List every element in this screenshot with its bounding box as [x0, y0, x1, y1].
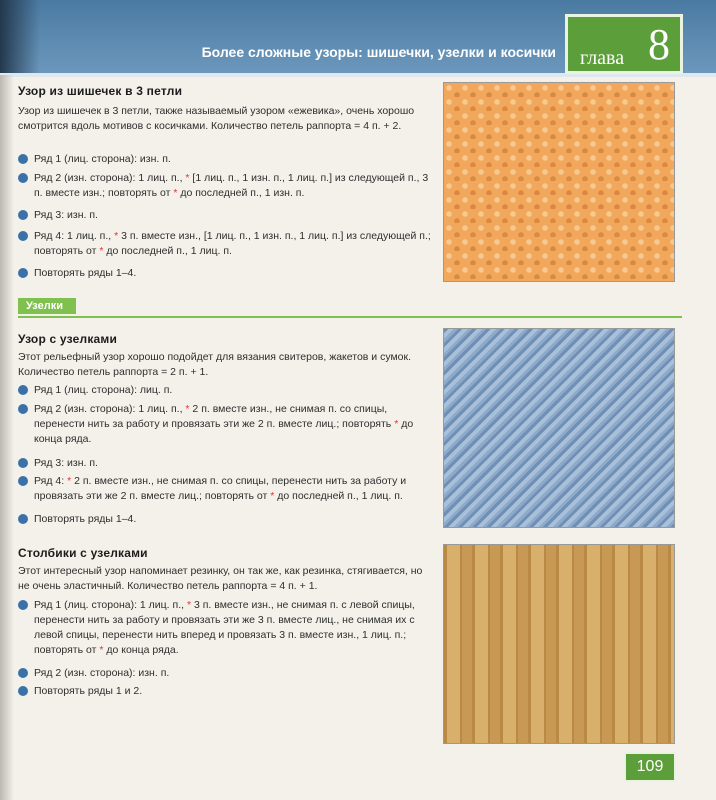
section-intro-knots: Этот рельефный узор хорошо подойдет для вязания свитеров, жакетов и сумок. Количество петель раппорта = 2 п. + 1. — [18, 351, 412, 378]
instruction-row: Ряд 3: изн. п. — [18, 208, 436, 223]
instruction-row: Ряд 1 (лиц. сторона): изн. п. — [18, 152, 436, 167]
orange-bobble-swatch-image — [443, 82, 675, 282]
instruction-row: Ряд 2 (изн. сторона): 1 лиц. п., * [1 лиц. п., 1 изн. п., 1 лиц. п.] из следующей п., 3 п. вместе изн.; повторять от * до последней п., 1 изн. п. — [18, 171, 436, 201]
instruction-row: Ряд 4: * 2 п. вместе изн., не снимая п. со спицы, перенести нить за работу и провязать эти же 2 п. вместе лиц.; повторять от * до последней п., 1 лиц. п. — [18, 474, 436, 504]
instruction-row: Ряд 4: 1 лиц. п., * 3 п. вместе изн., [1 лиц. п., 1 изн. п., 1 лиц. п.] из следующей п.; повторять от * до последней п., 1 лиц. п. — [18, 229, 436, 259]
binding-shadow — [0, 75, 14, 800]
chapter-word: глава — [580, 47, 625, 69]
blue-knot-swatch-image — [443, 328, 675, 528]
bullet-icon — [18, 514, 28, 524]
instruction-row: Ряд 1 (лиц. сторона): лиц. п. — [18, 383, 436, 398]
instruction-row: Повторять ряды 1–4. — [18, 512, 436, 527]
instruction-row: Ряд 1 (лиц. сторона): 1 лиц. п., * 3 п. вместе изн., не снимая п. с левой спицы, перенести нить за работу и провязать эти же 3 п. вместе лиц., не снимая их с левой спицы, перенести нить вперед и провязать 3 п. вместе изн., 1 лиц. п.; повторять от * до конца ряда. — [18, 598, 436, 658]
subsection-tab-knots: Узелки — [18, 298, 76, 314]
bullet-icon — [18, 268, 28, 278]
section-title-bobbles: Узор из шишечек в 3 петли — [18, 84, 183, 98]
bullet-icon — [18, 385, 28, 395]
chapter-title: Более сложные узоры: шишечки, узелки и косички — [201, 44, 556, 60]
section-intro-bobbles: Узор из шишечек в 3 петли, также называемый узором «ежевика», очень хорошо смотрится вдоль мотивов с косичками. Количество петель раппорта = 4 п. + 2. — [18, 105, 415, 132]
instruction-row: Повторять ряды 1–4. — [18, 266, 436, 281]
bullet-icon — [18, 600, 28, 610]
instruction-row: Ряд 2 (изн. сторона): 1 лиц. п., * 2 п. вместе изн., не снимая п. со спицы, перенести нить за работу и провязать эти же 2 п. вместе лиц.; повторять * до конца ряда. — [18, 402, 436, 447]
chapter-badge — [565, 14, 683, 74]
subsection-divider — [18, 316, 682, 318]
section-title-knots: Узор с узелками — [18, 332, 118, 346]
bullet-icon — [18, 210, 28, 220]
page-number: 109 — [624, 752, 676, 782]
instruction-row: Ряд 3: изн. п. — [18, 456, 436, 471]
bullet-icon — [18, 686, 28, 696]
bullet-icon — [18, 668, 28, 678]
bullet-icon — [18, 404, 28, 414]
instruction-row: Повторять ряды 1 и 2. — [18, 684, 436, 699]
bullet-icon — [18, 476, 28, 486]
bullet-icon — [18, 154, 28, 164]
bullet-icon — [18, 458, 28, 468]
chapter-number: 8 — [648, 20, 670, 69]
bullet-icon — [18, 173, 28, 183]
bullet-icon — [18, 231, 28, 241]
section-title-columns: Столбики с узелками — [18, 546, 148, 560]
gold-column-swatch-image — [443, 544, 675, 744]
section-intro-columns: Этот интересный узор напоминает резинку, он так же, как резинка, стягивается, но не очень эластичный. Количество петель раппорта = 4 п. + 1. — [18, 565, 423, 592]
instruction-row: Ряд 2 (изн. сторона): изн. п. — [18, 666, 436, 681]
